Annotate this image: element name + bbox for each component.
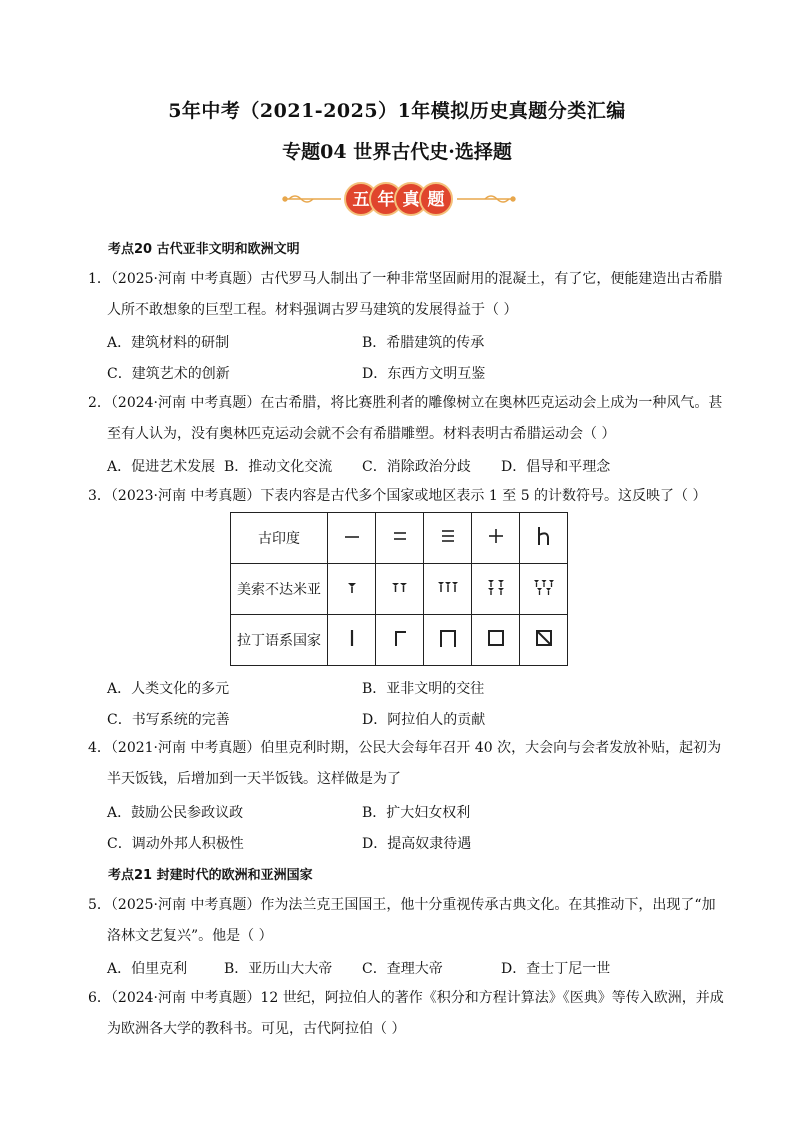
cuneiform-2-icon xyxy=(385,572,415,602)
section-heading-20: 考点20 古代亚非文明和欧洲文明 xyxy=(108,242,300,257)
table-row xyxy=(231,615,568,666)
option-b[interactable]: B．扩大妇女权利 xyxy=(362,805,471,821)
five-year-banner xyxy=(279,178,519,220)
symbol-cell xyxy=(472,513,520,564)
row-label: 美索不达米亚 xyxy=(231,564,328,615)
question-6-line-2: 为欧洲各大学的教科书。可见，古代阿拉伯（ ） xyxy=(107,1021,406,1037)
banner-char-1: 五 xyxy=(352,190,370,210)
section-heading-21: 考点21 封建时代的欧洲和亚洲国家 xyxy=(108,868,313,883)
symbol-cell xyxy=(376,564,424,615)
question-1-line-2: 人所不敢想象的巨型工程。材料强调古罗马建筑的发展得益于（ ） xyxy=(107,302,518,318)
page-title: 5年中考（2021-2025）1年模拟历史真题分类汇编 xyxy=(168,100,626,122)
indian-numeral-3-icon xyxy=(433,521,463,551)
symbol-cell xyxy=(520,564,568,615)
counting-symbols-table xyxy=(230,512,568,666)
question-6 xyxy=(88,983,724,1045)
banner-char-2: 年 xyxy=(377,190,395,210)
latin-5-icon xyxy=(529,623,559,653)
banner-left-ornament xyxy=(283,196,341,202)
symbol-cell xyxy=(472,615,520,666)
option-a[interactable]: A．促进艺术发展 xyxy=(107,459,216,475)
question-5-line-2: 洛林文艺复兴”。他是（ ） xyxy=(107,928,273,944)
question-2-line-1: 2．（2024·河南 中考真题）在古希腊，将比赛胜利者的雕像树立在奥林匹克运动会上成为一种风气。甚 xyxy=(88,395,723,411)
question-1-line-1: 1．（2025·河南 中考真题）古代罗马人制出了一种非常坚固耐用的混凝土，有了它，便能建造出古希腊 xyxy=(88,271,723,287)
symbol-cell xyxy=(424,564,472,615)
option-c[interactable]: C．书写系统的完善 xyxy=(107,712,230,728)
option-c[interactable]: C．消除政治分歧 xyxy=(362,459,471,475)
row-label: 古印度 xyxy=(231,513,328,564)
symbol-cell xyxy=(424,513,472,564)
cuneiform-3-icon xyxy=(433,572,463,602)
symbol-cell xyxy=(376,615,424,666)
option-d[interactable]: D．阿拉伯人的贡献 xyxy=(362,712,486,728)
banner-char-3: 真 xyxy=(402,190,420,210)
symbol-cell xyxy=(328,513,376,564)
symbol-cell xyxy=(328,615,376,666)
option-c[interactable]: C．调动外邦人积极性 xyxy=(107,836,244,852)
question-2 xyxy=(88,388,723,450)
banner-right-ornament xyxy=(457,196,515,202)
question-4-line-2: 半天饭钱，后增加到一天半饭钱。这样做是为了 xyxy=(107,771,401,787)
option-b[interactable]: B．推动文化交流 xyxy=(224,459,333,475)
indian-numeral-2-icon xyxy=(385,521,415,551)
indian-numeral-4-icon xyxy=(481,521,511,551)
question-5-line-1: 5．（2025·河南 中考真题）作为法兰克王国国王，他十分重视传承古典文化。在其推动下，出现了“加 xyxy=(88,897,716,913)
cuneiform-1-icon xyxy=(337,572,367,602)
option-b[interactable]: B．希腊建筑的传承 xyxy=(362,335,485,351)
page-subtitle: 专题04 世界古代史·选择题 xyxy=(282,141,512,163)
latin-2-icon xyxy=(385,623,415,653)
symbol-cell xyxy=(424,615,472,666)
symbol-cell xyxy=(520,513,568,564)
latin-3-icon xyxy=(433,623,463,653)
option-d[interactable]: D．倡导和平理念 xyxy=(501,459,611,475)
symbol-cell xyxy=(328,564,376,615)
indian-numeral-1-icon xyxy=(337,521,367,551)
symbol-cell xyxy=(376,513,424,564)
option-a[interactable]: A．建筑材料的研制 xyxy=(107,335,230,351)
option-b[interactable]: B．亚非文明的交往 xyxy=(362,681,485,697)
question-3 xyxy=(88,481,718,512)
question-6-line-1: 6．（2024·河南 中考真题）12 世纪，阿拉伯人的著作《积分和方程计算法》《医典》等传入欧洲，并成 xyxy=(88,990,724,1006)
question-2-line-2: 至有人认为，没有奥林匹克运动会就不会有希腊雕塑。材料表明古希腊运动会（ ） xyxy=(107,426,616,442)
question-5 xyxy=(88,890,718,952)
banner-char-4: 题 xyxy=(427,190,445,210)
row-label: 拉丁语系国家 xyxy=(231,615,328,666)
option-a[interactable]: A．伯里克利 xyxy=(107,961,188,977)
indian-numeral-5-icon xyxy=(529,521,559,551)
table-row xyxy=(231,513,568,564)
option-b[interactable]: B．亚历山大大帝 xyxy=(224,961,333,977)
question-4-line-1: 4．（2021·河南 中考真题）伯里克利时期，公民大会每年召开 40 次，大会向与会者发放补贴，起初为 xyxy=(88,740,722,756)
question-3-line-1: 3．（2023·河南 中考真题）下表内容是古代多个国家或地区表示 1 至 5 的计数符号。这反映了（ ） xyxy=(88,488,707,504)
latin-1-icon xyxy=(337,623,367,653)
option-d[interactable]: D．提高奴隶待遇 xyxy=(362,836,472,852)
option-c[interactable]: C．建筑艺术的创新 xyxy=(107,366,230,382)
option-c[interactable]: C．查理大帝 xyxy=(362,961,443,977)
option-d[interactable]: D．东西方文明互鉴 xyxy=(362,366,486,382)
option-a[interactable]: A．鼓励公民参政议政 xyxy=(107,805,244,821)
cuneiform-5-icon xyxy=(529,572,559,602)
symbol-cell xyxy=(520,615,568,666)
symbol-cell xyxy=(472,564,520,615)
question-1 xyxy=(88,264,723,326)
option-d[interactable]: D．查士丁尼一世 xyxy=(501,961,611,977)
cuneiform-4-icon xyxy=(481,572,511,602)
latin-4-icon xyxy=(481,623,511,653)
question-4 xyxy=(88,733,722,795)
option-a[interactable]: A．人类文化的多元 xyxy=(107,681,230,697)
table-row xyxy=(231,564,568,615)
